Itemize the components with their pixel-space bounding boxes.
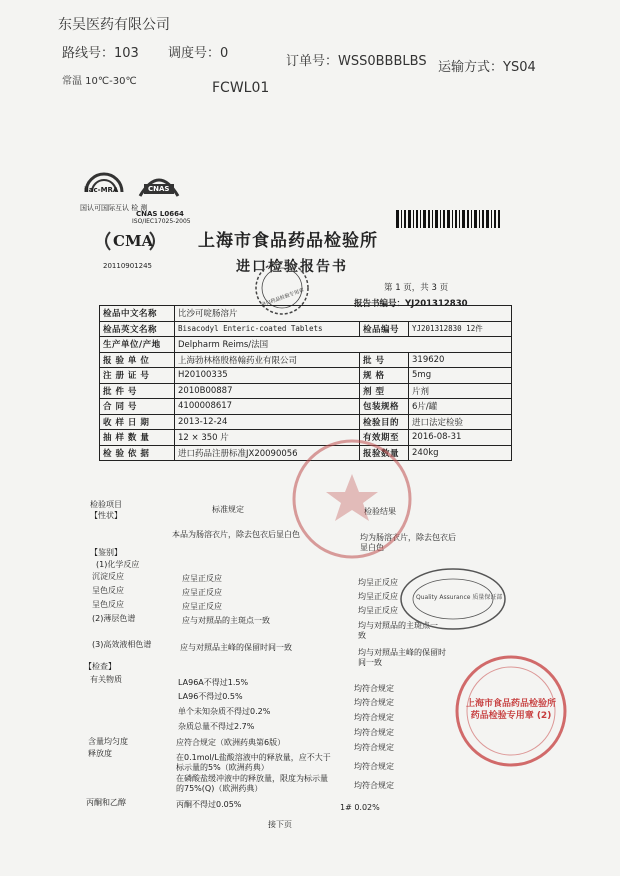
- ilac-logo: [80, 170, 128, 200]
- row-label: 批 件 号: [100, 383, 175, 399]
- red-seal-upper: [282, 434, 422, 564]
- check-result: 均符合规定: [354, 743, 394, 752]
- col-result-header: 检验结果: [364, 507, 396, 516]
- check-result: 均符合规定: [354, 728, 394, 737]
- route-number: 路线号：103: [62, 46, 139, 61]
- row-value-2: 5mg: [409, 368, 512, 384]
- row-value: 比沙可啶肠溶片: [175, 306, 512, 322]
- institute-title: 上海市食品药品检验所: [198, 231, 378, 251]
- check-standard: 单个未知杂质不得过0.2%: [178, 707, 271, 716]
- cma-text: CMA: [113, 232, 154, 250]
- report-number: 报告书编号：YJ201312830: [354, 299, 468, 309]
- check-result: 均符合规定: [354, 781, 394, 790]
- row-label: 生产单位/产地: [100, 337, 175, 353]
- check-result: 均符合规定: [354, 713, 394, 722]
- row-value: Bisacodyl Enteric-coated Tablets: [175, 321, 360, 337]
- report-title: 进口检验报告书: [236, 259, 348, 275]
- appearance-standard: 本品为肠溶衣片，除去包衣后显白色: [172, 530, 300, 539]
- row-label-2: 批 号: [360, 352, 409, 368]
- row-label-2: 规 格: [360, 368, 409, 384]
- qa-stamp-text: Quality Assurance 质量保证部: [416, 594, 503, 601]
- row-label: 检品英文名称: [100, 321, 175, 337]
- col-std-header: 标准规定: [212, 505, 244, 514]
- check-standard: LA96A不得过1.5%: [178, 678, 249, 687]
- row-value-2: 319620: [409, 352, 512, 368]
- cnas-logo: [136, 170, 182, 200]
- row-label: 收 样 日 期: [100, 414, 175, 430]
- row-label: 注 册 证 号: [100, 368, 175, 384]
- check-result: 均符合规定: [354, 698, 394, 707]
- row-value: Delpharm Reims/法国: [175, 337, 512, 353]
- qa-stamp: [398, 566, 508, 632]
- appearance-result: 均为肠溶衣片，除去包衣后显白色: [360, 533, 456, 552]
- row-label: 检 验 依 据: [100, 445, 175, 461]
- id-item: 沉淀反应: [92, 572, 124, 581]
- id-standard: 应呈正反应: [182, 602, 222, 611]
- check-item: 有关物质: [90, 675, 122, 684]
- id-result: 均与对照品主峰的保留时间一致: [358, 648, 446, 667]
- check-item: 释放度: [88, 749, 112, 758]
- table-row: [100, 321, 512, 337]
- check-standard: LA96不得过0.5%: [178, 692, 243, 701]
- page-info: 第 1 页，共 3 页: [384, 283, 449, 293]
- check-standard: 杂质总量不得过2.7%: [178, 722, 255, 731]
- row-value-2: 6片/罐: [409, 399, 512, 415]
- cnas-text: CNAS: [148, 185, 170, 193]
- row-label-2: 报验数量: [360, 445, 409, 461]
- row-value-2: 2016-08-31: [409, 430, 512, 446]
- table-row: [100, 306, 512, 322]
- table-row: [100, 414, 512, 430]
- id-standard: 应呈正反应: [182, 588, 222, 597]
- table-row: [100, 337, 512, 353]
- check-item: 含量均匀度: [88, 737, 128, 746]
- iso-standard: ISO/IEC17025-2005: [132, 218, 191, 225]
- col-item-header: 检验项目: [90, 500, 122, 509]
- row-value: 进口药品注册标准JX20090056: [175, 445, 360, 461]
- red-seal-lower: [452, 652, 570, 770]
- id-result: 均呈正反应: [358, 606, 398, 615]
- continued-note: 接下页: [268, 820, 292, 829]
- cma-logo: [102, 230, 158, 252]
- id-standard: 应呈正反应: [182, 574, 222, 583]
- id-item: 呈色反应: [92, 600, 124, 609]
- row-label-2: 有效期至: [360, 430, 409, 446]
- id-item: (1)化学反应: [96, 560, 140, 569]
- row-label: 检品中文名称: [100, 306, 175, 322]
- row-label-2: 包装规格: [360, 399, 409, 415]
- row-label-2: 检品编号: [360, 321, 409, 337]
- row-value-2: 片剂: [409, 383, 512, 399]
- table-row: [100, 399, 512, 415]
- section-check: 【检查】: [84, 662, 116, 671]
- ilac-text: ilac-MRA: [84, 186, 119, 194]
- check-standard: 在磷酸盐缓冲液中的释放量，限度为标示量的75%(Q)（欧洲药典）: [176, 774, 328, 793]
- cma-number: 20110901245: [103, 262, 152, 270]
- order-number: 订单号：WSS0BBBLBS: [286, 54, 427, 69]
- row-label: 合 同 号: [100, 399, 175, 415]
- transport-method: 运输方式：YS04: [438, 60, 536, 75]
- dispatch-number: 调度号：0: [168, 46, 229, 61]
- temperature-range: 常温 10℃-30℃: [62, 76, 137, 87]
- section-appearance: 【性状】: [90, 511, 122, 520]
- row-label-2: 剂 型: [360, 383, 409, 399]
- row-value: 上海勃林格殷格翰药业有限公司: [175, 352, 360, 368]
- section-identify: 【鉴别】: [90, 548, 122, 557]
- fax-code: FCWL01: [212, 80, 270, 96]
- row-label: 抽 样 数 量: [100, 430, 175, 446]
- row-label-2: 检验目的: [360, 414, 409, 430]
- barcode: [396, 210, 500, 228]
- row-value: 2010B00887: [175, 383, 360, 399]
- row-value-2: YJ201312830 12件: [409, 321, 512, 337]
- table-row: [100, 368, 512, 384]
- cert-caption: 国认可国际互认 检 测: [80, 204, 148, 212]
- import-stamp-text: 进口药品检验专用章: [260, 287, 305, 309]
- cnas-number: CNAS L0664: [136, 210, 184, 218]
- check-result: 1# 0.02%: [340, 803, 380, 812]
- id-result: 均呈正反应: [358, 578, 398, 587]
- check-standard: 在0.1mol/L盐酸溶液中的释放量，应不大于标示量的5%（欧洲药典）: [176, 753, 331, 772]
- company-name: 东吴医药有限公司: [58, 17, 170, 33]
- id-result: 均与对照品的主斑点一致: [358, 621, 438, 640]
- check-item: 丙酮和乙醇: [86, 798, 126, 807]
- table-row: [100, 383, 512, 399]
- row-label: 报 验 单 位: [100, 352, 175, 368]
- check-standard: 丙酮不得过0.05%: [176, 800, 242, 809]
- row-value-2: 240kg: [409, 445, 512, 461]
- check-result: 均符合规定: [354, 762, 394, 771]
- row-value: H20100335: [175, 368, 360, 384]
- id-item: (2)薄层色谱: [92, 614, 136, 623]
- table-row: [100, 352, 512, 368]
- id-standard: 应与对照品的主斑点一致: [182, 616, 270, 625]
- id-result: 均呈正反应: [358, 592, 398, 601]
- id-item: 呈色反应: [92, 586, 124, 595]
- row-value: 12 × 350 片: [175, 430, 360, 446]
- id-standard: 应与对照品主峰的保留时间一致: [180, 643, 292, 652]
- row-value: 4100008617: [175, 399, 360, 415]
- id-item: (3)高效液相色谱: [92, 640, 152, 649]
- check-standard: 应符合规定（欧洲药典第6版）: [176, 738, 286, 747]
- row-value: 2013-12-24: [175, 414, 360, 430]
- red-seal-text: 上海市食品药品检验所 药品检验专用章 (2): [466, 699, 557, 721]
- row-value-2: 进口法定检验: [409, 414, 512, 430]
- check-result: 均符合规定: [354, 684, 394, 693]
